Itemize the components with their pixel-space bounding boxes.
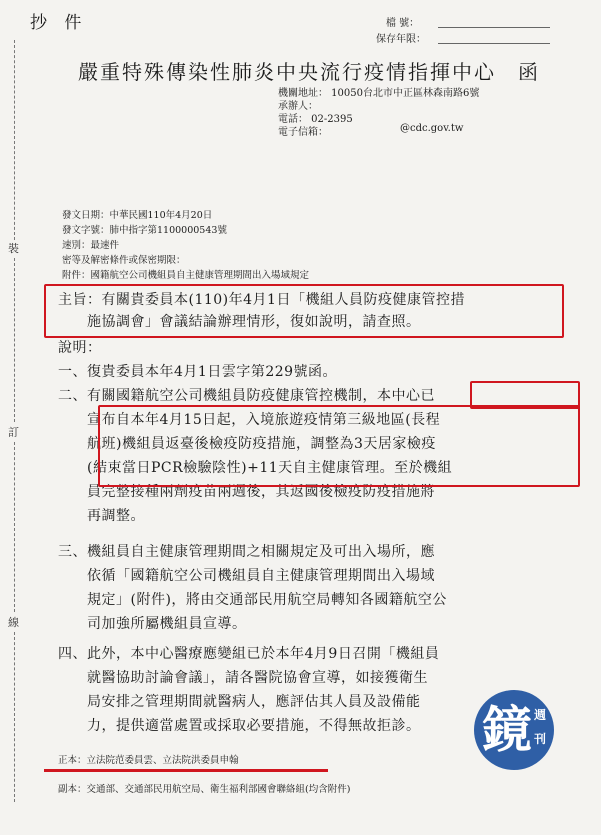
retention-label: 保存年限： xyxy=(376,34,426,45)
subject-line-2: 施協調會」會議結論辦理情形，復如說明，請查照。 xyxy=(58,314,421,330)
ref-number: 發文字號：肺中指字第1100000543號 xyxy=(62,225,227,236)
binding-dash-3 xyxy=(14,442,15,612)
original-recipients: 正本：立法院范委員雲、立法院洪委員申翰 xyxy=(58,755,239,766)
phone: 電話： 02-2395 xyxy=(278,114,353,125)
explanation-line: 再調整。 xyxy=(58,508,145,524)
binding-dash-2 xyxy=(14,258,15,422)
binding-dash-4 xyxy=(14,632,15,802)
explanation-line: 依循「國籍航空公司機組員自主健康管理期間出入場域 xyxy=(58,568,435,584)
binding-mark-3: 線 xyxy=(8,616,19,629)
speed: 速別：最速件 xyxy=(62,240,120,251)
mirror-media-logo xyxy=(474,690,554,770)
explanation-line: 司加強所屬機組員宣導。 xyxy=(58,616,247,632)
explanation-line: 宣布自本年4月15日起，入境旅遊疫情第三級地區(長程 xyxy=(58,412,441,428)
logo-char: 鏡 xyxy=(482,701,532,759)
explanation-line: 二、有關國籍航空公司機組員防疫健康管控機制，本中心已 xyxy=(58,388,435,404)
logo-sub-2: 刊 xyxy=(534,732,547,746)
secrecy: 密等及解密條件或保密期限： xyxy=(62,255,186,266)
address: 機關地址： 10050台北市中正區林森南路6號 xyxy=(278,88,480,99)
original-underline xyxy=(44,769,328,772)
explanation-line: 規定」(附件)，將由交通部民用航空局轉知各國籍航空公 xyxy=(58,592,447,608)
explanation-line: 四、此外，本中心醫療應變組已於本年4月9日召開「機組員 xyxy=(58,646,440,662)
email-label: 電子信箱： xyxy=(278,127,328,138)
item2-highlight-box-main xyxy=(98,405,580,487)
binding-dash-1 xyxy=(14,40,15,240)
explanation-line: 力，提供適當處置或採取必要措施，不得無故拒診。 xyxy=(58,718,421,734)
issue-date: 發文日期：中華民國110年4月20日 xyxy=(62,210,213,221)
explanation-line: 局安排之管理期間就醫病人，應評估其人員及設備能 xyxy=(58,694,421,710)
file-no-label: 檔 號： xyxy=(386,18,420,29)
agency-title: 嚴重特殊傳染性肺炎中央流行疫情指揮中心 函 xyxy=(78,60,540,84)
retention-line xyxy=(438,43,550,44)
explanation-line: 員完整接種兩劑疫苗兩週後，其返國後檢疫防疫措施將 xyxy=(58,484,435,500)
binding-mark-2: 訂 xyxy=(8,426,19,439)
explanation-line: 就醫協助討論會議」，請各醫院協會宣導，如接獲衛生 xyxy=(58,670,428,686)
explanation-line: (結束當日PCR檢驗陰性)+11天自主健康管理。至於機組 xyxy=(58,460,453,476)
explanation-line: 航班)機組員返臺後檢疫防疫措施，調整為3天居家檢疫 xyxy=(58,436,436,452)
handler: 承辦人： xyxy=(278,101,318,112)
logo-sub-1: 週 xyxy=(534,708,547,722)
copy-recipients: 副本：交通部、交通部民用航空局、衛生福利部國會聯絡組(均含附件) xyxy=(58,784,351,795)
explanation-heading: 說明： xyxy=(58,340,102,356)
attachment: 附件：國籍航空公司機組員自主健康管理期間出入場域規定 xyxy=(62,270,310,281)
copy-mark: 抄 件 xyxy=(30,13,88,33)
email: @cdc.gov.tw xyxy=(400,123,464,134)
explanation-line: 一、復貴委員本年4月1日雲字第229號函。 xyxy=(58,364,338,380)
explanation-line: 三、機組員自主健康管理期間之相關規定及可出入場所，應 xyxy=(58,544,435,560)
subject-line-1: 主旨：有關貴委員本(110)年4月1日「機組人員防疫健康管控措 xyxy=(58,292,465,308)
file-no-line xyxy=(438,27,550,28)
binding-mark-1: 裝 xyxy=(8,242,19,255)
